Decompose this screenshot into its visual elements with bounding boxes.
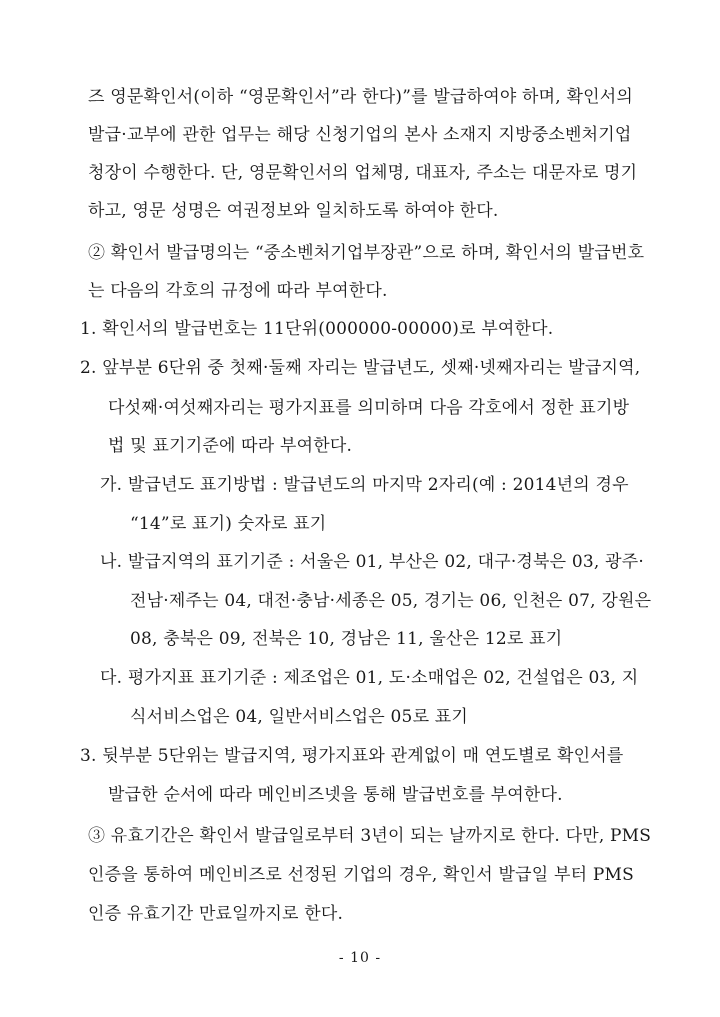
paragraph-line: 즈 영문확인서(이하 “영문확인서”라 한다)”를 발급하여야 하며, 확인서의 — [88, 87, 633, 107]
list-item-continuation: 발급한 순서에 따라 메인비즈넷을 통해 발급번호를 부여한다. — [108, 785, 563, 805]
sub-list-item: 나. 발급지역의 표기기준 : 서울은 01, 부산은 02, 대구·경북은 03, 광주· — [100, 552, 644, 572]
paragraph-line: 인증을 통하여 메인비즈로 선정된 기업의 경우, 확인서 발급일 부터 PMS — [88, 865, 634, 885]
sub-list-item-continuation: 08, 충북은 09, 전북은 10, 경남은 11, 울산은 12로 표기 — [130, 629, 563, 649]
list-item: 3. 뒷부분 5단위는 발급지역, 평가지표와 관계없이 매 연도별로 확인서를 — [80, 746, 624, 766]
list-item: 2. 앞부분 6단위 중 첫째·둘째 자리는 발급년도, 셋째·넷째자리는 발급지역, — [80, 358, 641, 378]
sub-list-item: 다. 평가지표 표기기준 : 제조업은 01, 도·소매업은 02, 건설업은 03, 지 — [100, 668, 639, 688]
sub-list-item-continuation: 식서비스업은 04, 일반서비스업은 05로 표기 — [130, 707, 469, 727]
paragraph-line: 인증 유효기간 만료일까지로 한다. — [88, 904, 344, 924]
paragraph-line: 하고, 영문 성명은 여권정보와 일치하도록 하여야 한다. — [88, 201, 499, 221]
paragraph-line: 는 다음의 각호의 규정에 따라 부여한다. — [88, 281, 388, 301]
paragraph-line: 발급·교부에 관한 업무는 해당 신청기업의 본사 소재지 지방중소벤처기업 — [88, 125, 632, 145]
page-number: - 10 - — [338, 950, 382, 966]
list-item-continuation: 법 및 표기기준에 따라 부여한다. — [108, 436, 353, 456]
paragraph-line: ② 확인서 발급명의는 “중소벤처기업부장관”으로 하며, 확인서의 발급번호 — [88, 243, 645, 263]
sub-list-item: 가. 발급년도 표기방법 : 발급년도의 마지막 2자리(예 : 2014년의 경우 — [100, 475, 629, 495]
paragraph-line: ③ 유효기간은 확인서 발급일로부터 3년이 되는 날까지로 한다. 다만, PMS — [88, 826, 652, 846]
sub-list-item-continuation: “14”로 표기) 숫자로 표기 — [130, 514, 327, 534]
paragraph-line: 청장이 수행한다. 단, 영문확인서의 업체명, 대표자, 주소는 대문자로 명기 — [88, 163, 638, 183]
sub-list-item-continuation: 전남·제주는 04, 대전·충남·세종은 05, 경기는 06, 인천은 07, 강원은 — [130, 591, 652, 611]
list-item: 1. 확인서의 발급번호는 11단위(000000-00000)로 부여한다. — [80, 319, 554, 339]
list-item-continuation: 다섯째·여섯째자리는 평가지표를 의미하며 다음 각호에서 정한 표기방 — [108, 398, 630, 418]
